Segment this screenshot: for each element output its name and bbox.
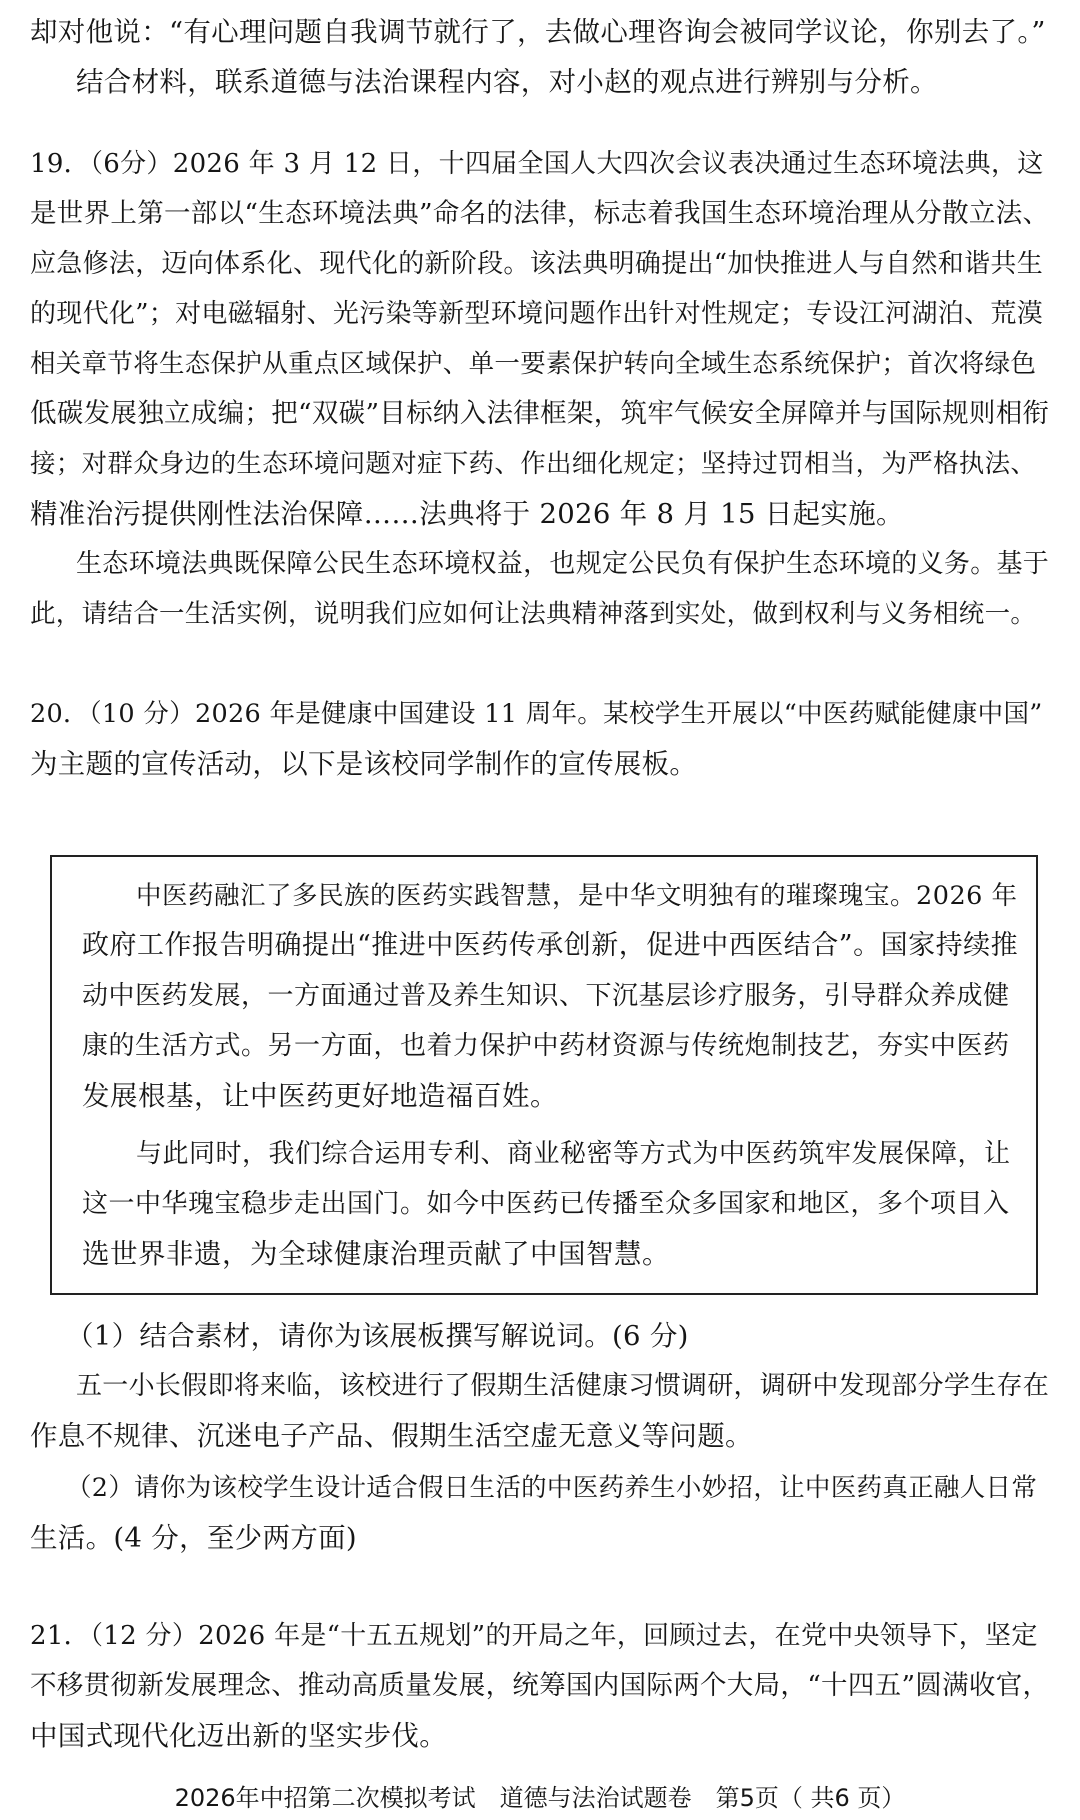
- q20-survey-line: 作息不规律、沉迷电子产品、假期生活空虚无意义等问题。: [30, 1420, 753, 1452]
- board-line: 发展根基，让中医药更好地造福百姓。: [82, 1080, 558, 1112]
- q19-line: 应急修法，迈向体系化、现代化的新阶段。该法典明确提出“加快推进人与自然和谐共生: [30, 249, 1043, 279]
- q20-sub1: （1）结合素材，请你为该展板撰写解说词。(6 分): [66, 1320, 689, 1352]
- board-line: 选世界非遗，为全球健康治理贡献了中国智慧。: [82, 1238, 670, 1270]
- board-line: 与此同时，我们综合运用专利、商业秘密等方式为中医药筑牢发展保障，让: [136, 1139, 1011, 1169]
- q20-survey-line: 五一小长假即将来临，该校进行了假期生活健康习惯调研，调研中发现部分学生存在: [76, 1371, 1050, 1401]
- page-footer: 2026年中招第二次模拟考试 道德与法治试题卷 第5页（ 共6 页）: [174, 1784, 906, 1812]
- q20-line: 为主题的宣传活动，以下是该校同学制作的宣传展板。: [30, 748, 698, 780]
- q21-line: 21．（12 分）2026 年是“十五五规划”的开局之年，回顾过去，在党中央领导下，坚定: [30, 1621, 1038, 1651]
- q18-quote-line: 却对他说：“有心理问题自我调节就行了，去做心理咨询会被同学议论，你别去了。”: [30, 16, 1046, 48]
- board-line: 康的生活方式。另一方面，也着力保护中药材资源与传统炮制技艺，夯实中医药: [82, 1031, 1010, 1061]
- q18-prompt: 结合材料，联系道德与法治课程内容，对小赵的观点进行辨别与分析。: [76, 66, 938, 98]
- q21-line: 中国式现代化迈出新的坚实步伐。: [30, 1720, 447, 1752]
- q21-line: 不移贯彻新发展理念、推动高质量发展，统筹国内国际两个大局，“十四五”圆满收官，: [30, 1670, 1050, 1701]
- q19-line: 的现代化”；对电磁辐射、光污染等新型环境问题作出针对性规定；专设江河湖泊、荒漠: [30, 299, 1043, 329]
- q19-prompt-line: 生态环境法典既保障公民生态环境权益，也规定公民负有保护生态环境的义务。基于: [76, 549, 1050, 579]
- q19-line: 精准治污提供刚性法治保障……法典将于 2026 年 8 月 15 日起实施。: [30, 498, 904, 530]
- q20-sub2-line: （2）请你为该校学生设计适合假日生活的中医药养生小妙招，让中医药真正融人日常: [66, 1473, 1038, 1503]
- q20-sub2-line: 生活。(4 分，至少两方面): [30, 1522, 357, 1554]
- q19-line: 接；对群众身边的生态环境问题对症下药、作出细化规定；坚持过罚相当，为严格执法、: [30, 449, 1037, 479]
- q19-line: 是世界上第一部以“生态环境法典”命名的法律，标志着我国生态环境治理从分散立法、: [30, 198, 1050, 229]
- board-line: 政府工作报告明确提出“推进中医药传承创新，促进中西医结合”。国家持续推: [82, 930, 1019, 961]
- q19-line: 低碳发展独立成编；把“双碳”目标纳入法律框架，筑牢气候安全屏障并与国际规则相衔: [30, 398, 1050, 429]
- board-line: 这一中华瑰宝稳步走出国门。如今中医药已传播至众多国家和地区，多个项目入: [82, 1189, 1010, 1219]
- q20-line: 20．（10 分）2026 年是健康中国建设 11 周年。某校学生开展以“中医药赋能健康中国”: [30, 699, 1043, 729]
- q19-prompt-line: 此，请结合一生活实例，说明我们应如何让法典精神落到实处，做到权利与义务相统一。: [30, 599, 1037, 629]
- board-line: 动中医药发展，一方面通过普及养生知识、下沉基层诊疗服务，引导群众养成健: [82, 981, 1010, 1011]
- q19-line: 相关章节将生态保护从重点区域保护、单一要素保护转向全域生态系统保护；首次将绿色: [30, 349, 1037, 379]
- q19-line: 19．（6分）2026 年 3 月 12 日，十四届全国人大四次会议表决通过生态环境法典，这: [30, 149, 1044, 179]
- board-line: 中医药融汇了多民族的医药实践智慧，是中华文明独有的璀璨瑰宝。2026 年: [136, 881, 1018, 911]
